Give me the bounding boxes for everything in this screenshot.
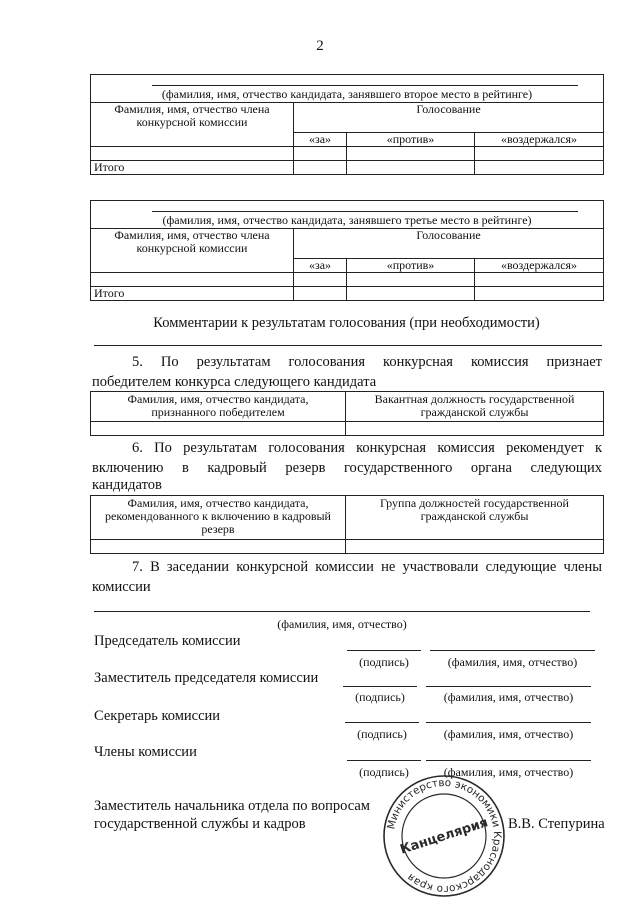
section7-line2: комиссии	[92, 579, 151, 595]
total-label: Итого	[91, 287, 294, 301]
table-cell	[346, 422, 604, 436]
footer-position-line2: государственной службы и кадров	[94, 816, 306, 832]
table-cell	[91, 273, 294, 287]
table-cell	[91, 422, 346, 436]
table-cell	[91, 540, 346, 554]
signature-caption: (подпись)	[355, 690, 405, 704]
table-cell	[294, 161, 347, 175]
vacancy-header: Вакантная должность государственной гражданской службы	[346, 392, 604, 422]
members-signature-line	[347, 760, 421, 761]
deputy-signature-line	[343, 686, 417, 687]
name-caption: (фамилия, имя, отчество)	[443, 765, 574, 779]
section5-line2: победителем конкурса следующего кандидата	[92, 374, 377, 390]
chairman-signature-line	[347, 650, 421, 651]
caption-underline	[152, 211, 578, 212]
table-cell	[294, 273, 347, 287]
caption-underline	[152, 85, 578, 86]
position-group-header: Группа должностей государственной гражданской службы	[346, 496, 604, 540]
signature-caption: (подпись)	[359, 765, 409, 779]
footer-position-line1: Заместитель начальника отдела по вопросам	[94, 798, 370, 814]
deputy-name-line	[426, 686, 591, 687]
footer-signatory-name: В.В. Степурина	[508, 816, 605, 832]
secretary-name-line	[426, 722, 591, 723]
voting-header: Голосование	[294, 229, 604, 259]
against-header: «против»	[347, 259, 475, 273]
section7-line1: 7. В заседании конкурсной комиссии не участвовали следующие члены	[132, 559, 602, 575]
section6-line2: включению в кадровый резерв государственного органа следующих	[92, 460, 602, 476]
members-name-line	[426, 760, 591, 761]
table-cell	[347, 287, 475, 301]
table-cell	[346, 540, 604, 554]
chairman-label: Председатель комиссии	[94, 633, 241, 649]
table-caption: (фамилия, имя, отчество кандидата, занявшего третье место в рейтинге)	[91, 201, 604, 229]
signature-caption: (подпись)	[359, 655, 409, 669]
abstain-header: «воздержался»	[475, 133, 604, 147]
table-cell	[475, 147, 604, 161]
signature-caption: (подпись)	[357, 727, 407, 741]
stamp-center-text: Канцелярия	[398, 815, 490, 858]
table-cell	[294, 287, 347, 301]
voting-header: Голосование	[294, 103, 604, 133]
name-caption: (фамилия, имя, отчество)	[443, 690, 574, 704]
table-cell	[475, 161, 604, 175]
reserve-table	[90, 495, 604, 554]
chairman-name-line	[430, 650, 595, 651]
absent-members-line	[94, 611, 590, 612]
secretary-signature-line	[345, 722, 419, 723]
comments-heading: Комментарии к результатам голосования (при необходимости)	[153, 315, 540, 331]
abstain-header: «воздержался»	[475, 259, 604, 273]
member-header: Фамилия, имя, отчество члена конкурсной комиссии	[91, 103, 294, 147]
for-header: «за»	[294, 133, 347, 147]
table-cell	[347, 147, 475, 161]
for-header: «за»	[294, 259, 347, 273]
deputy-chairman-label: Заместитель председателя комиссии	[94, 670, 319, 686]
name-caption: (фамилия, имя, отчество)	[447, 655, 578, 669]
winner-table	[90, 391, 604, 436]
office-stamp	[380, 772, 508, 900]
comments-line	[94, 345, 602, 346]
table-cell	[475, 287, 604, 301]
against-header: «против»	[347, 133, 475, 147]
table-caption: (фамилия, имя, отчество кандидата, занявшего второе место в рейтинге)	[91, 75, 604, 103]
secretary-label: Секретарь комиссии	[94, 708, 221, 724]
table-cell	[347, 161, 475, 175]
voting-table-second-place	[90, 74, 604, 175]
members-label: Члены комиссии	[94, 744, 197, 760]
name-caption: (фамилия, имя, отчество)	[443, 727, 574, 741]
table-cell	[347, 273, 475, 287]
reserve-name-header: Фамилия, имя, отчество кандидата, рекомендованного к включению в кадровый резерв	[91, 496, 346, 540]
section6-line1: 6. По результатам голосования конкурсная комиссия рекомендует к	[132, 440, 602, 456]
total-label: Итого	[91, 161, 294, 175]
absent-members-caption: (фамилия, имя, отчество)	[277, 617, 407, 631]
section5-line1: 5. По результатам голосования конкурсная комиссия признает	[132, 354, 602, 370]
winner-name-header: Фамилия, имя, отчество кандидата, признанного победителем	[91, 392, 346, 422]
table-cell	[294, 147, 347, 161]
table-cell	[475, 273, 604, 287]
section6-line3: кандидатов	[92, 477, 162, 493]
table-cell	[91, 147, 294, 161]
page-number: 2	[316, 38, 324, 54]
member-header: Фамилия, имя, отчество члена конкурсной комиссии	[91, 229, 294, 273]
stamp-ring-text: Министерство экономики Краснодарского края	[385, 776, 504, 896]
voting-table-third-place	[90, 200, 604, 301]
